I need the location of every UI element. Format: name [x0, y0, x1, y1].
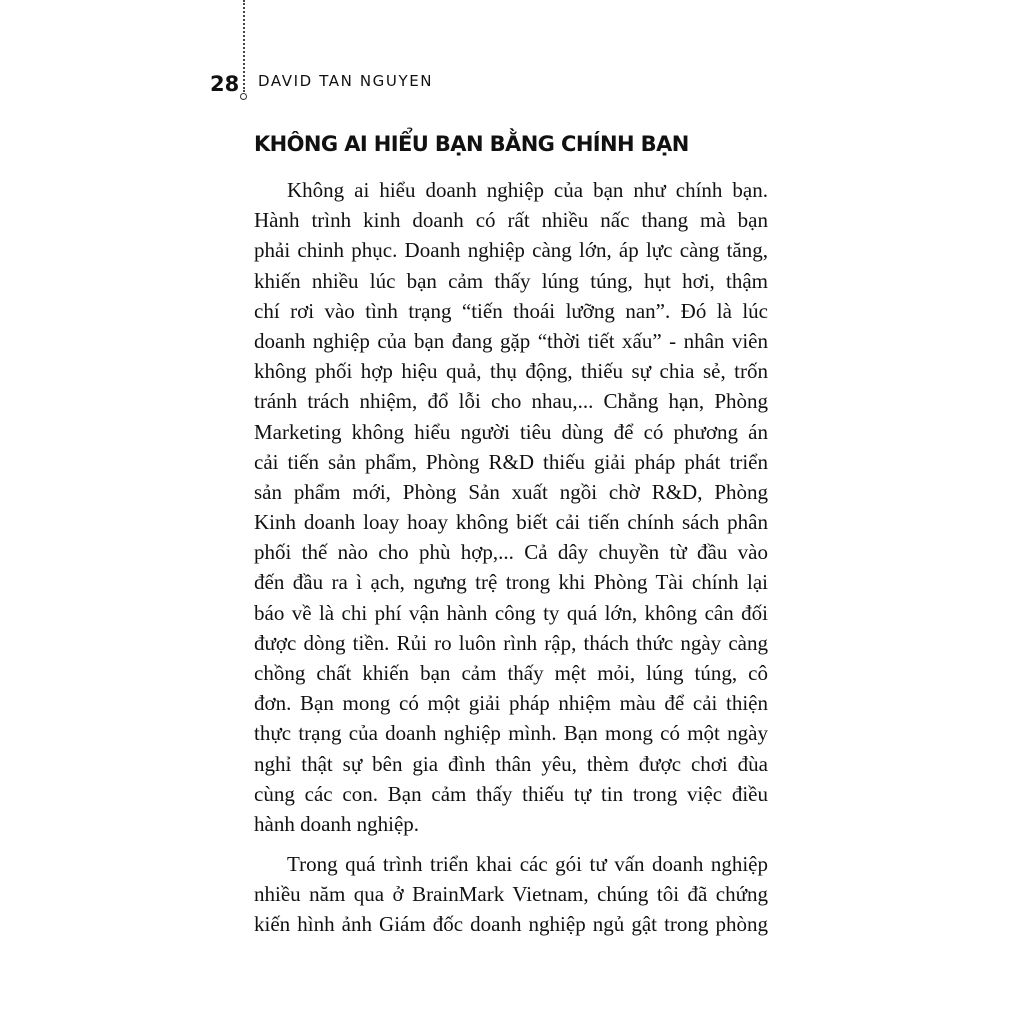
page-number: 28 — [210, 72, 240, 96]
text-line: đơn. Bạn mong có một giải pháp nhiệm màu để cải thiện — [254, 691, 768, 716]
header-circle-ornament — [240, 93, 247, 100]
text-line: được dòng tiền. Rủi ro luôn rình rập, thách thức ngày càng — [254, 630, 768, 655]
text-line: không phối hợp hiệu quả, thụ động, thiếu sự chia sẻ, trốn — [254, 359, 768, 384]
header-dotted-rule — [243, 0, 245, 92]
text-line: phải chinh phục. Doanh nghiệp càng lớn, áp lực càng tăng, — [254, 238, 768, 263]
text-line: nhiều năm qua ở BrainMark Vietnam, chúng tôi đã chứng — [254, 882, 768, 907]
text-line: Không ai hiểu doanh nghiệp của bạn như chính bạn. — [287, 178, 768, 202]
text-line: sản phẩm mới, Phòng Sản xuất ngồi chờ R&D, Phòng — [254, 479, 768, 504]
text-line: khiến nhiều lúc bạn cảm thấy lúng túng, hụt hơi, thậm — [254, 268, 768, 293]
text-line: báo về là chi phí vận hành công ty quá lớn, không cân đối — [254, 600, 768, 625]
text-line: cải tiến sản phẩm, Phòng R&D thiếu giải pháp phát triển — [254, 449, 768, 474]
text-line: thực trạng của doanh nghiệp mình. Bạn mong có một ngày — [254, 721, 768, 746]
text-line: đến đầu ra ì ạch, ngưng trệ trong khi Phòng Tài chính lại — [254, 570, 768, 595]
text-line: tránh trách nhiệm, đổ lỗi cho nhau,... Chẳng hạn, Phòng — [254, 389, 768, 414]
text-line: doanh nghiệp của bạn đang gặp “thời tiết xấu” - nhân viên — [254, 328, 768, 353]
text-line: Kinh doanh loay hoay không biết cải tiến chính sách phân — [254, 510, 768, 535]
running-header-author: DAVID TAN NGUYEN — [258, 72, 434, 90]
paragraph-2 — [254, 849, 768, 940]
text-line: phối thế nào cho phù hợp,... Cả dây chuyền từ đầu vào — [254, 540, 768, 565]
text-line: nghỉ thật sự bên gia đình thân yêu, thèm được chơi đùa — [254, 751, 768, 776]
text-line: Marketing không hiểu người tiêu dùng để có phương án — [254, 419, 768, 444]
text-line: cùng các con. Bạn cảm thấy thiếu tự tin trong việc điều — [254, 781, 768, 806]
text-line: kiến hình ảnh Giám đốc doanh nghiệp ngủ gật trong phòng — [254, 912, 768, 937]
text-line: chí rơi vào tình trạng “tiến thoái lưỡng nan”. Đó là lúc — [254, 298, 768, 323]
text-line: chồng chất khiến bạn cảm thấy mệt mỏi, lúng túng, cô — [254, 661, 768, 685]
paragraph-1 — [254, 175, 768, 839]
section-heading: KHÔNG AI HIỂU BẠN BẰNG CHÍNH BẠN — [254, 132, 689, 156]
text-line: Hành trình kinh doanh có rất nhiều nấc thang mà bạn — [254, 208, 768, 233]
text-line: hành doanh nghiệp. — [254, 811, 420, 836]
text-line: Trong quá trình triển khai các gói tư vấn doanh nghiệp — [287, 852, 768, 876]
